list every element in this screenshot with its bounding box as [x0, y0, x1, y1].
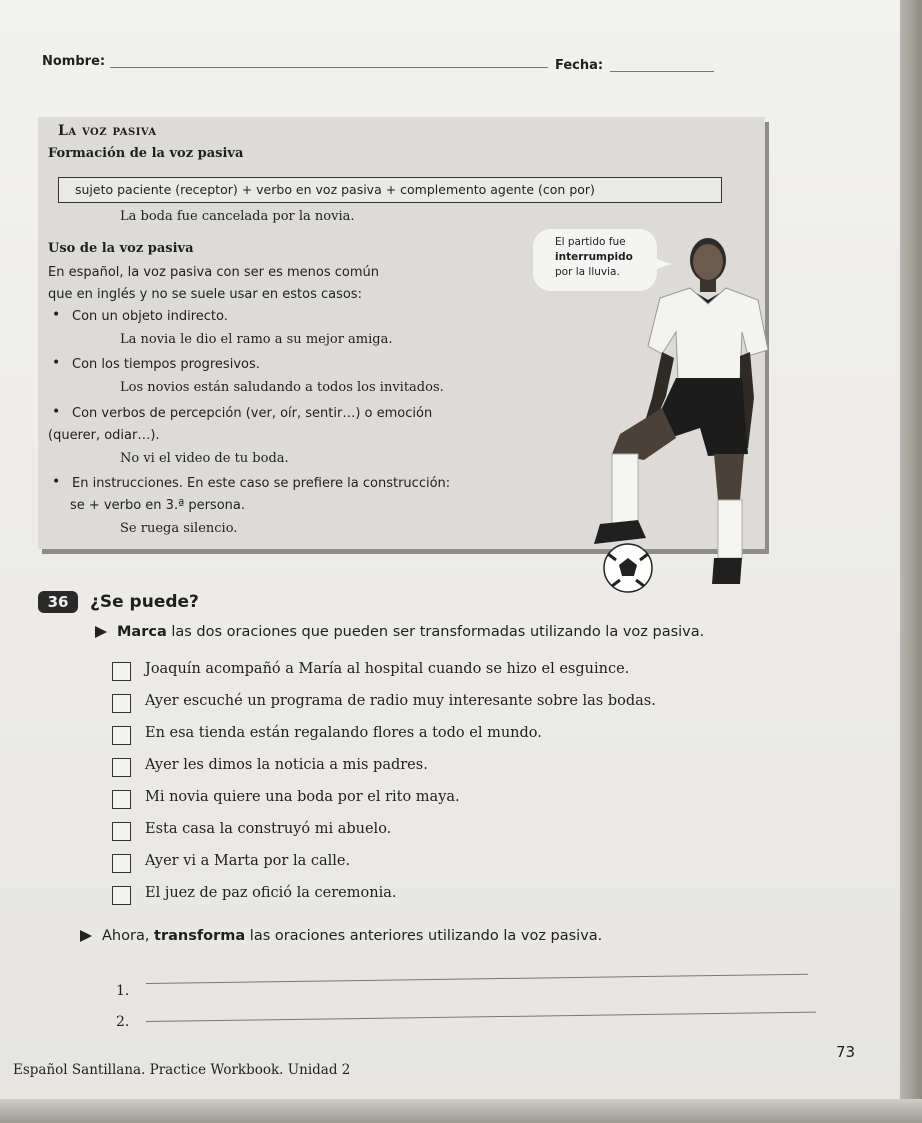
uses-intro-2: que en inglés y no se suele usar en estos casos: [48, 287, 362, 302]
arrow-icon [95, 626, 107, 638]
option-checkbox[interactable] [112, 790, 131, 809]
option-text: Esta casa la construyó mi abuelo. [145, 821, 392, 837]
speech-line-2: interrumpido [555, 251, 633, 263]
nombre-line[interactable] [110, 67, 548, 68]
bullet: • [52, 355, 61, 371]
page-edge-shadow [900, 0, 922, 1123]
option-text: Ayer escuché un programa de radio muy interesante sobre las bodas. [145, 693, 656, 709]
case-4-text-2: se + verbo en 3.ª persona. [70, 498, 245, 513]
instruction-2-bold: transforma [154, 928, 246, 944]
case-1-example: La novia le dio el ramo a su mejor amiga. [120, 332, 393, 347]
answer-line-1[interactable] [146, 974, 808, 984]
case-4-text: En instrucciones. En este caso se prefiere la construcción: [72, 476, 451, 491]
answer-line-2[interactable] [146, 1012, 816, 1022]
instruction-2-prefix: Ahora, [102, 928, 155, 944]
activity-title: ¿Se puede? [90, 592, 199, 612]
case-4-example: Se ruega silencio. [120, 521, 238, 536]
option-checkbox[interactable] [112, 662, 131, 681]
fecha-label: Fecha: [555, 58, 604, 73]
speech-line-3: por la lluvia. [555, 266, 620, 278]
option-checkbox[interactable] [112, 726, 131, 745]
instruction-1 [95, 624, 704, 640]
page-bottom-edge [0, 1099, 922, 1123]
case-3-text-2: (querer, odiar…). [48, 428, 160, 443]
option-text: Ayer vi a Marta por la calle. [145, 853, 351, 869]
bullet: • [52, 474, 61, 490]
option-text: El juez de paz ofició la ceremonia. [145, 885, 397, 901]
option-text: Mi novia quiere una boda por el rito maya. [145, 789, 460, 805]
arrow-icon [80, 930, 92, 942]
option-text: Ayer les dimos la noticia a mis padres. [145, 757, 428, 773]
option-checkbox[interactable] [112, 822, 131, 841]
nombre-label: Nombre: [42, 54, 106, 69]
case-2-text: Con los tiempos progresivos. [72, 357, 260, 372]
answer-label-1: 1. [116, 983, 130, 999]
activity-number-badge: 36 [38, 591, 78, 613]
fecha-line[interactable] [610, 71, 714, 72]
footer-book-title: Español Santillana. Practice Workbook. Unidad 2 [13, 1062, 351, 1078]
case-3-example: No vi el video de tu boda. [120, 451, 289, 466]
option-checkbox[interactable] [112, 758, 131, 777]
option-checkbox[interactable] [112, 854, 131, 873]
option-text: En esa tienda están regalando flores a todo el mundo. [145, 725, 542, 741]
uses-title: Uso de la voz pasiva [48, 241, 194, 256]
case-2-example: Los novios están saludando a todos los invitados. [120, 380, 444, 395]
instruction-1-rest: las dos oraciones que pueden ser transformadas utilizando la voz pasiva. [166, 624, 705, 640]
instruction-2-rest: las oraciones anteriores utilizando la voz pasiva. [245, 928, 603, 944]
formula: sujeto paciente (receptor) + verbo en voz pasiva + complemento agente (con por) [58, 177, 722, 203]
answer-label-2: 2. [116, 1014, 130, 1030]
bullet: • [52, 307, 61, 323]
box-title: La voz pasiva [58, 123, 157, 139]
box-subtitle: Formación de la voz pasiva [48, 146, 244, 161]
case-1-text: Con un objeto indirecto. [72, 309, 228, 324]
case-3-text: Con verbos de percepción (ver, oír, sentir…) o emoción [72, 406, 433, 421]
uses-intro-1: En español, la voz pasiva con ser es menos común [48, 265, 379, 280]
option-text: Joaquín acompañó a María al hospital cuando se hizo el esguince. [145, 661, 630, 677]
instruction-2 [80, 928, 602, 944]
formula-example: La boda fue cancelada por la novia. [120, 209, 355, 224]
option-checkbox[interactable] [112, 886, 131, 905]
bullet: • [52, 404, 61, 420]
instruction-1-bold: Marca [117, 624, 167, 640]
soccer-player-illustration [590, 228, 780, 598]
page-number: 73 [836, 1043, 856, 1061]
speech-line-1: El partido fue [555, 236, 626, 248]
option-checkbox[interactable] [112, 694, 131, 713]
